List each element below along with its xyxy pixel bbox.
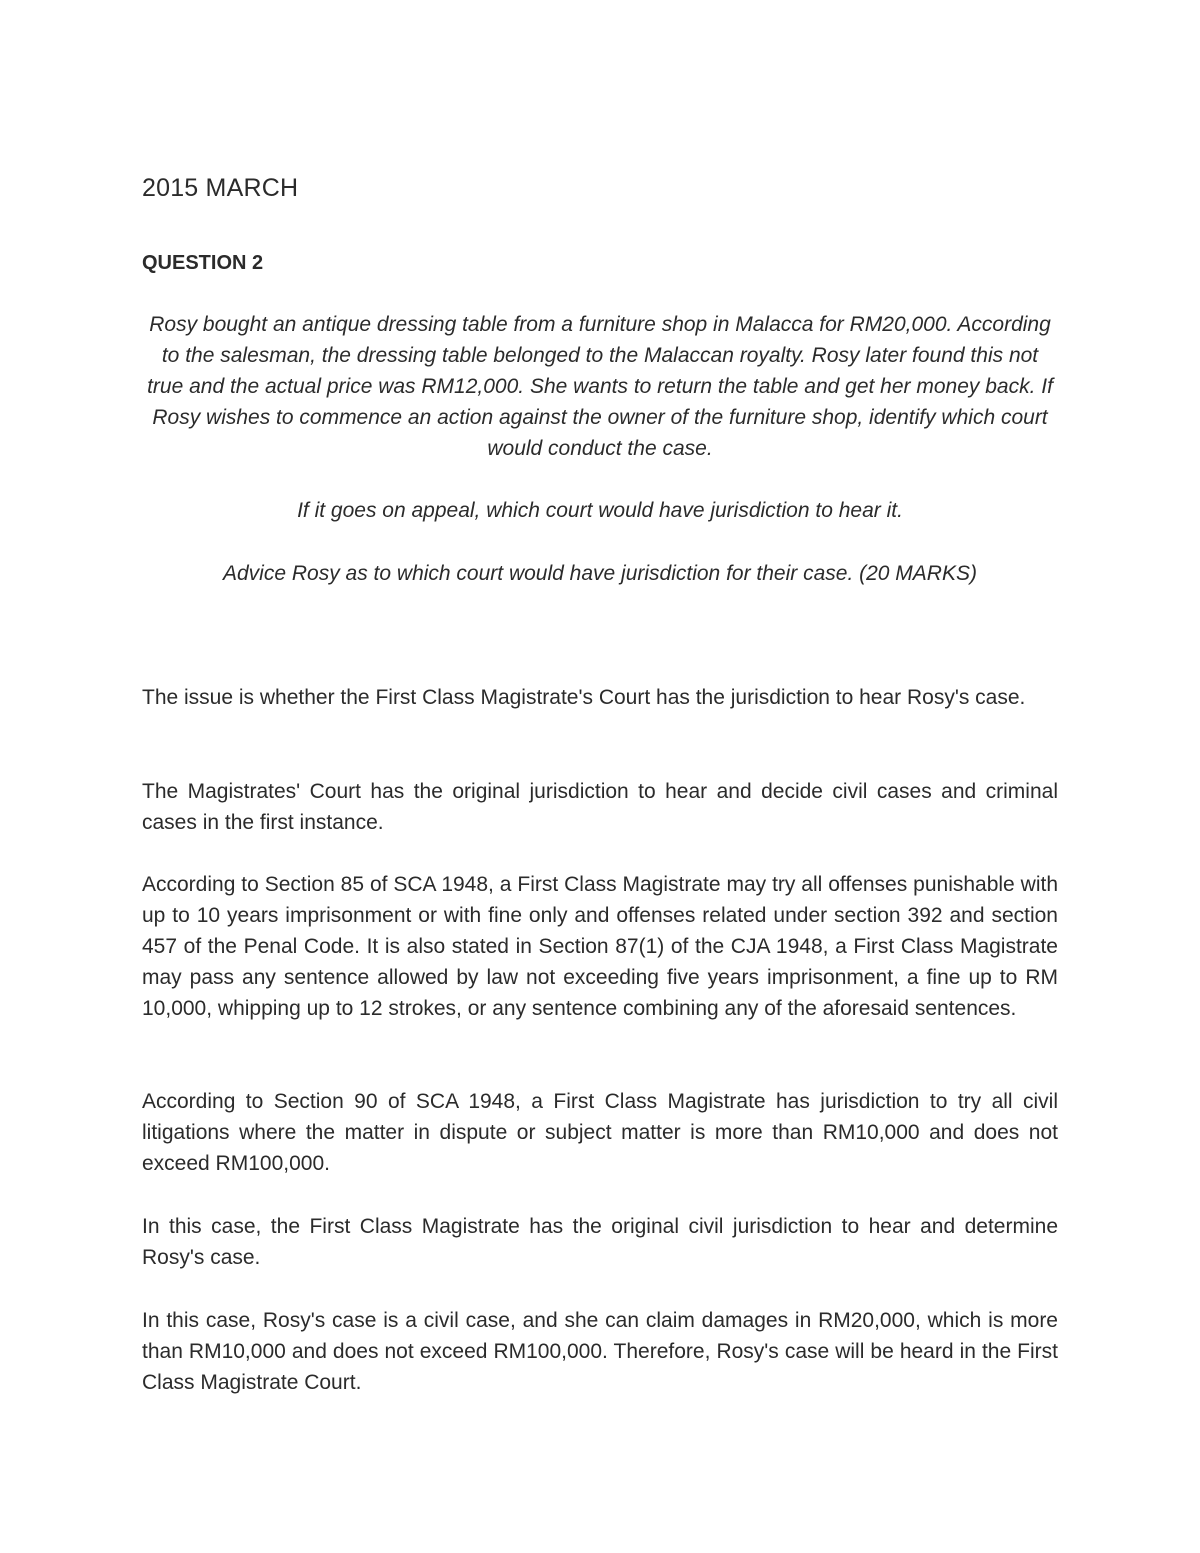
question-paragraph: If it goes on appeal, which court would have jurisdiction to hear it. <box>297 499 903 522</box>
answer-paragraph: In this case, the First Class Magistrate has the original civil jurisdiction to hear and determine Rosy's case. <box>142 1215 1058 1269</box>
question-label: QUESTION 2 <box>142 252 264 274</box>
answer-paragraph: The Magistrates' Court has the original jurisdiction to hear and decide civil cases and criminal cases in the first instance. <box>142 780 1058 834</box>
question-paragraph: Rosy bought an antique dressing table from a furniture shop in Malacca for RM20,000. According to the salesman, the dressing table belonged to the Malaccan royalty. Rosy later found this not true and the actual price was RM12,000. She wants to return the table and get her money back. If Rosy wishes to commence an action against the owner of the furniture shop, identify which court would conduct the case. <box>147 313 1053 460</box>
answer-paragraph: The issue is whether the First Class Magistrate's Court has the jurisdiction to hear Rosy's case. <box>142 686 1026 709</box>
document-heading: 2015 MARCH <box>142 174 299 202</box>
answer-paragraph: In this case, Rosy's case is a civil case, and she can claim damages in RM20,000, which is more than RM10,000 and does not exceed RM100,000. Therefore, Rosy's case will be heard in the First Class Magistrate Court. <box>142 1309 1058 1394</box>
answer-paragraph: According to Section 85 of SCA 1948, a First Class Magistrate may try all offenses punishable with up to 10 years imprisonment or with fine only and offenses related under section 392 and section 457 of the Penal Code. It is also stated in Section 87(1) of the CJA 1948, a First Class Magistrate may pass any sentence allowed by law not exceeding five years imprisonment, a fine up to RM 10,000, whipping up to 12 strokes, or any sentence combining any of the aforesaid sentences. <box>142 873 1058 1020</box>
question-paragraph: Advice Rosy as to which court would have jurisdiction for their case. (20 MARKS) <box>223 562 977 585</box>
answer-paragraph: According to Section 90 of SCA 1948, a First Class Magistrate has jurisdiction to try all civil litigations where the matter in dispute or subject matter is more than RM10,000 and does not exceed RM100,000. <box>142 1090 1058 1175</box>
